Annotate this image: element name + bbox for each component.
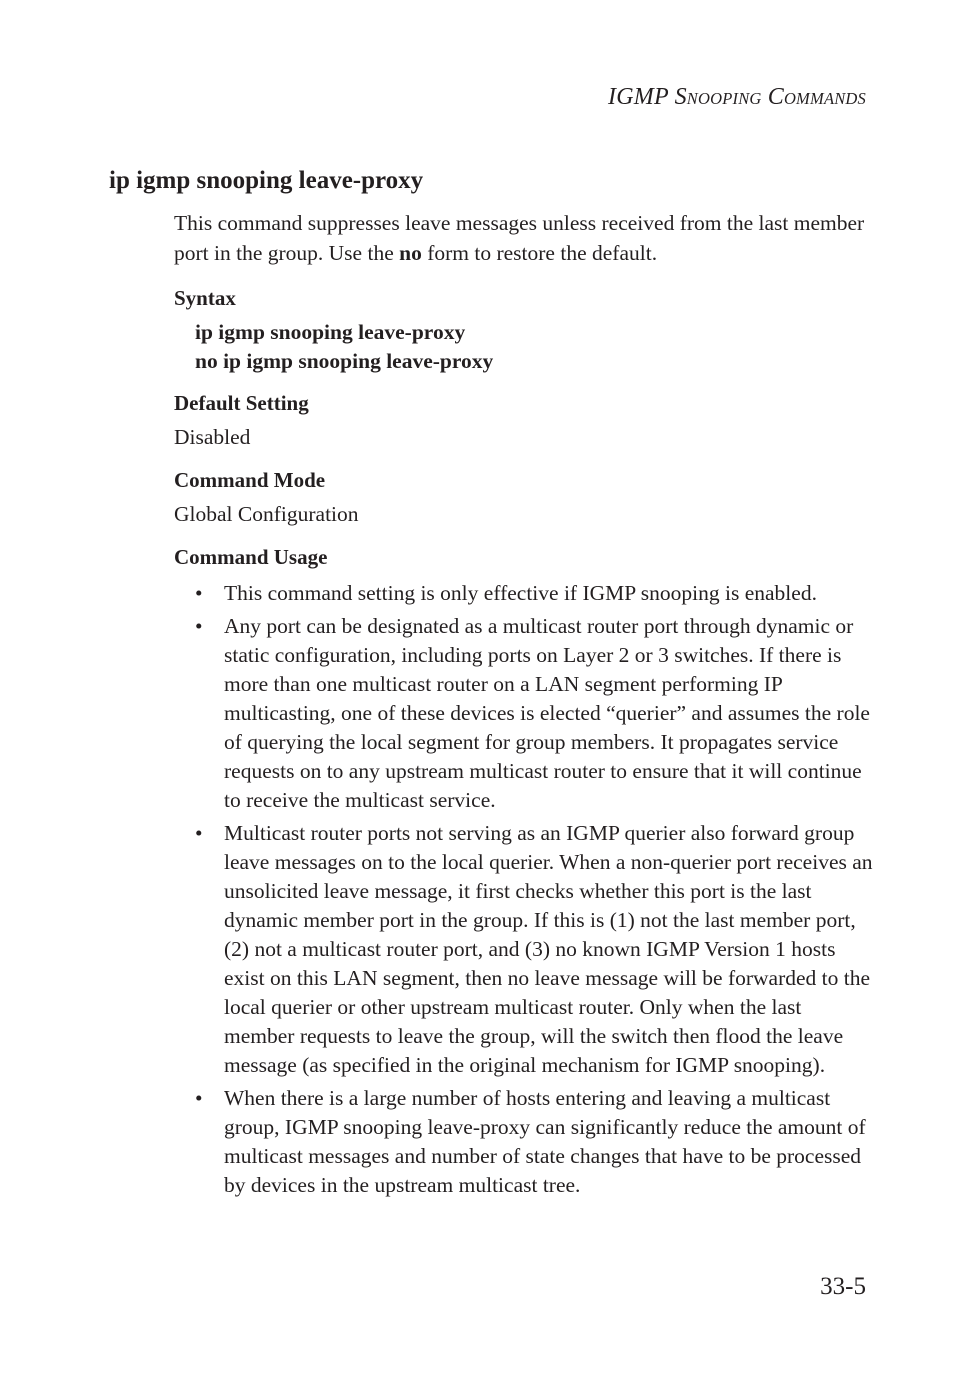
bullet-icon: •	[195, 821, 203, 845]
section-content	[174, 208, 874, 1204]
description-keyword-no: no	[399, 241, 422, 265]
running-header-part-b: NOOPING	[686, 89, 762, 108]
bullet-icon: •	[195, 1086, 203, 1110]
bullet-icon: •	[195, 614, 203, 638]
command-mode-label: Command Mode	[174, 468, 326, 492]
list-item-text: Any port can be designated as a multicast router port through dynamic or static configuration, including ports on Layer 2 or 3 switches. If there is more than one multicast router on a LAN segment performing IP multicasting, one of these devices is elected “querier” and assumes the role of querying the local segment for group members. It propagates service requests on to any upstream multicast router to ensure that it will continue to receive the multicast service.	[224, 614, 870, 812]
command-usage-label: Command Usage	[174, 545, 328, 569]
description-text-before: This command suppresses leave messages unless received from the last member port in the group. Use the	[174, 211, 865, 265]
section-description	[174, 208, 874, 268]
list-item-text: Multicast router ports not serving as an IGMP querier also forward group leave messages on to the local querier. When a non-querier port receives an unsolicited leave message, it first checks whether this port is the last dynamic member port in the group. If this is (1) not the last member port, (2) not a multicast router port, and (3) no known IGMP Version 1 hosts exist on this LAN segment, then no leave message will be forwarded to the local querier or other upstream multicast router. Only when the last member requests to leave the group, will the switch then flood the leave message (as specified in the original mechanism for IGMP snooping).	[224, 821, 873, 1077]
syntax-line-enable: ip igmp snooping leave-proxy	[195, 320, 466, 344]
list-item-text: This command setting is only effective if IGMP snooping is enabled.	[224, 581, 817, 605]
running-header-part-c: C	[761, 84, 784, 110]
default-setting-value: Disabled	[174, 425, 251, 449]
page-number: 33-5	[820, 1273, 866, 1300]
bullet-icon: •	[195, 581, 203, 605]
default-setting-label: Default Setting	[174, 391, 309, 415]
list-item	[195, 612, 874, 815]
command-mode-value: Global Configuration	[174, 502, 359, 526]
syntax-block	[195, 318, 874, 376]
description-text-after: form to restore the default.	[421, 241, 658, 265]
list-item	[195, 819, 874, 1080]
command-usage-list	[195, 579, 874, 1200]
list-item	[195, 1084, 874, 1200]
running-header	[608, 84, 866, 111]
running-header-part-a: IGMP S	[608, 84, 687, 110]
list-item-text: When there is a large number of hosts entering and leaving a multicast group, IGMP snooping leave-proxy can significantly reduce the amount of multicast messages and number of state changes that have to be processed by devices in the upstream multicast tree.	[224, 1086, 866, 1197]
list-item	[195, 579, 874, 608]
syntax-line-disable: no ip igmp snooping leave-proxy	[195, 349, 494, 373]
section-title: ip igmp snooping leave-proxy	[109, 167, 424, 194]
syntax-label: Syntax	[174, 286, 236, 310]
running-header-part-d: OMMANDS	[783, 89, 866, 108]
